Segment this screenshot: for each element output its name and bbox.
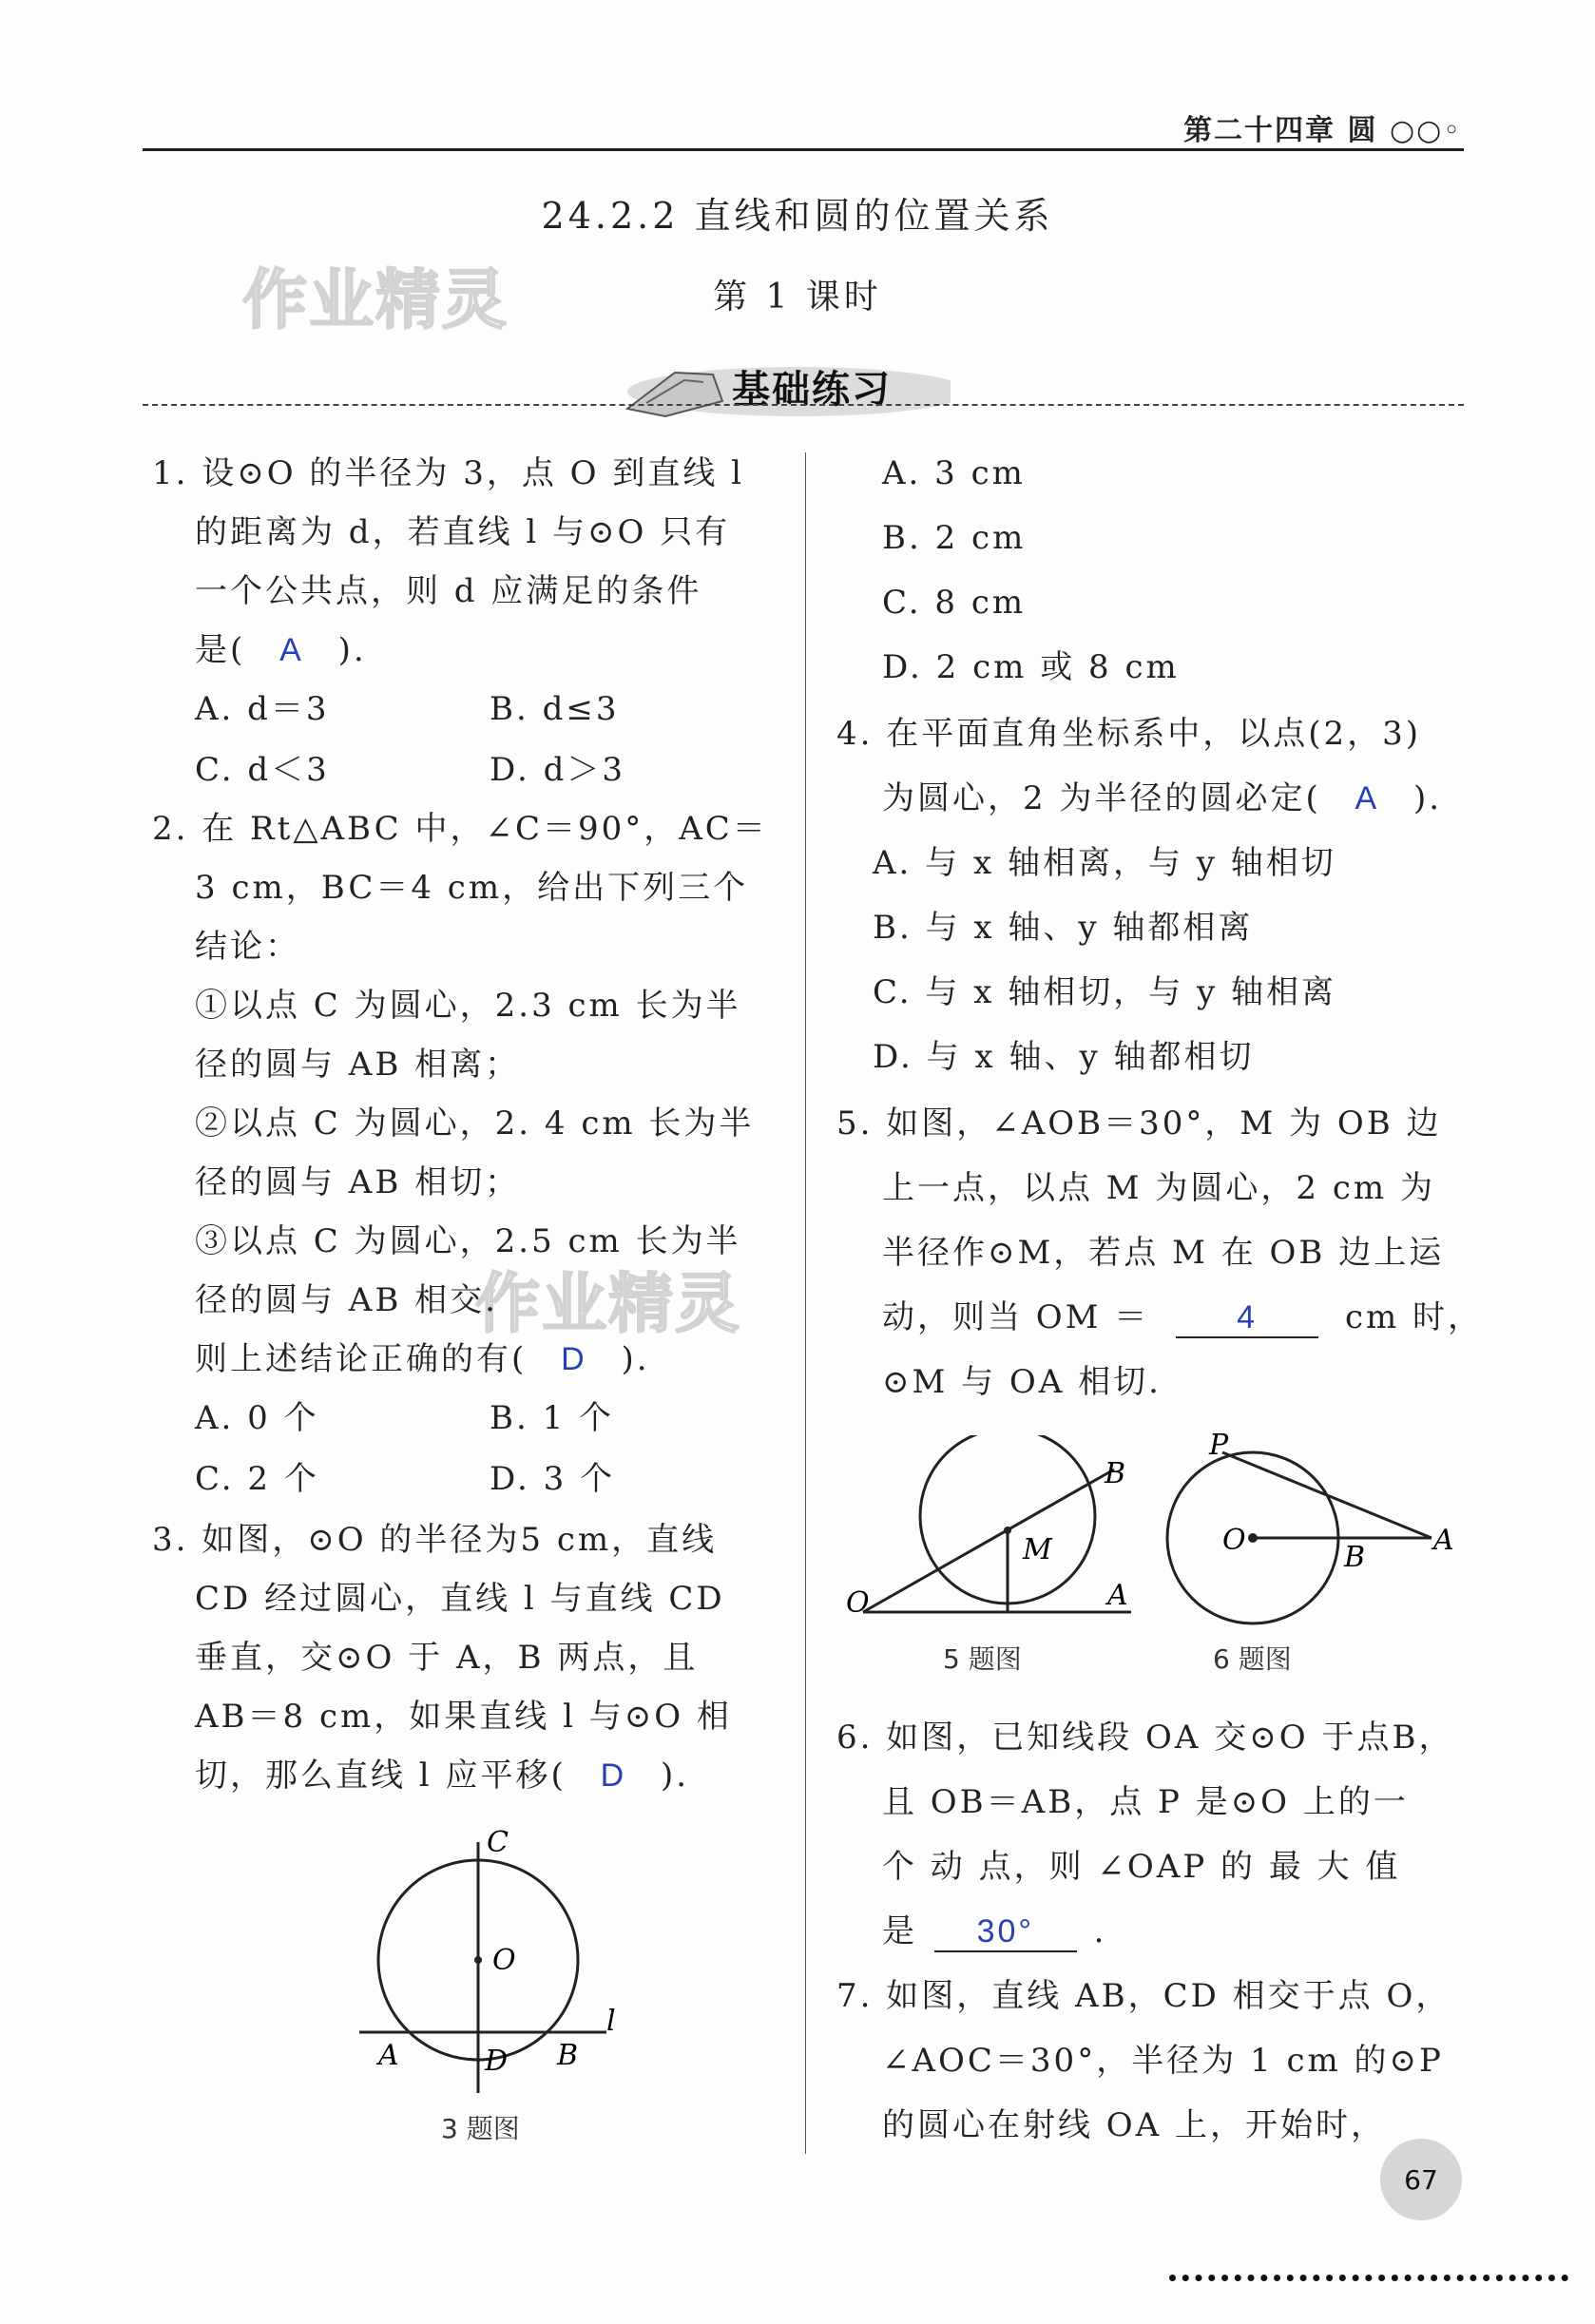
- q1-line: 的距离为 d，若直线 l 与⊙O 只有: [195, 513, 731, 551]
- fig6-label: O: [1222, 1524, 1246, 1557]
- fig5-label: M: [1023, 1533, 1052, 1566]
- q3-answer: D: [600, 1757, 627, 1794]
- section-banner-label: 基础练习: [732, 368, 892, 412]
- q2-line: 结论：: [195, 928, 300, 966]
- q4-line: ).: [1413, 779, 1443, 817]
- watermark: 作业精灵: [475, 1267, 742, 1342]
- q3-line: AB＝8 cm，如果直线 l 与⊙O 相: [195, 1698, 732, 1736]
- footer-dots: [1169, 2275, 1568, 2281]
- q5-line: 动，则当 OM ＝: [882, 1298, 1150, 1336]
- fig3-caption: 3 题图: [441, 2113, 520, 2144]
- fig6-label: P: [1209, 1429, 1229, 1462]
- fig6-label: A: [1433, 1524, 1454, 1557]
- q1-option: D. d＞3: [490, 751, 626, 789]
- fig5-caption: 5 题图: [943, 1643, 1022, 1675]
- q5-line: 半径作⊙M，若点 M 在 OB 边上运: [882, 1234, 1445, 1272]
- q7-line: ∠AOC＝30°，半径为 1 cm 的⊙P: [882, 2042, 1444, 2080]
- q3-option: B. 2 cm: [882, 519, 1027, 557]
- lesson-subtitle: 第 1 课时: [713, 278, 882, 317]
- q1-line: 一个公共点，则 d 应满足的条件: [195, 572, 702, 610]
- chapter-header: 第二十四章 圆 ○○◦: [1183, 114, 1462, 147]
- fig3-label: D: [485, 2045, 509, 2078]
- q1-option: B. d≤3: [490, 690, 620, 728]
- q1-line: 是(: [195, 631, 246, 669]
- fig3-label: O: [492, 1944, 516, 1977]
- fig6-label: B: [1344, 1541, 1366, 1574]
- q2-answer: D: [561, 1341, 587, 1377]
- q4-line: 为圆心，2 为半径的圆必定(: [882, 779, 1321, 817]
- q2-option: D. 3 个: [490, 1460, 616, 1498]
- q2-line: ③以点 C 为圆心，2.5 cm 长为半: [195, 1222, 741, 1260]
- q2-option: A. 0 个: [195, 1399, 319, 1437]
- q2-line: 径的圆与 AB 相交.: [195, 1281, 498, 1319]
- fig3-label: B: [557, 2039, 579, 2072]
- q4-option: A. 与 x 轴相离，与 y 轴相切: [873, 844, 1336, 882]
- q2-line: 径的圆与 AB 相切；: [195, 1163, 521, 1201]
- header-rule: [143, 148, 1464, 151]
- q1-line: 1. 设⊙O 的半径为 3，点 O 到直线 l: [152, 454, 745, 492]
- q6-line: 是: [882, 1912, 917, 1950]
- q6-line: 个 动 点，则 ∠OAP 的 最 大 值: [882, 1848, 1401, 1886]
- q1-answer: A: [279, 632, 304, 668]
- column-divider: [805, 452, 806, 2154]
- q6-line: .: [1093, 1912, 1107, 1950]
- q5-line: 上一点，以点 M 为圆心，2 cm 为: [882, 1169, 1435, 1207]
- q1-line: ).: [337, 631, 367, 669]
- dashed-divider: [143, 404, 1464, 406]
- q2-option: C. 2 个: [195, 1460, 319, 1498]
- q6-line: 6. 如图，已知线段 OA 交⊙O 于点B，: [836, 1719, 1454, 1757]
- q3-line: 3. 如图，⊙O 的半径为5 cm，直线: [152, 1521, 718, 1559]
- q5-answer: 4: [1237, 1299, 1259, 1335]
- q4-option: B. 与 x 轴、y 轴都相离: [873, 909, 1254, 947]
- figure-6: [1150, 1426, 1473, 1635]
- q3-option: A. 3 cm: [882, 454, 1026, 492]
- q2-line: ②以点 C 为圆心，2. 4 cm 长为半: [195, 1104, 755, 1143]
- q3-line: 垂直，交⊙O 于 A，B 两点，且: [195, 1639, 699, 1677]
- q2-line: ①以点 C 为圆心，2.3 cm 长为半: [195, 987, 741, 1025]
- figure-5: [836, 1435, 1150, 1625]
- q1-option: A. d＝3: [195, 690, 330, 728]
- q5-line: cm 时，: [1344, 1298, 1484, 1336]
- q3-line: ).: [660, 1757, 690, 1795]
- fig6-caption: 6 题图: [1213, 1643, 1292, 1675]
- q4-line: 4. 在平面直角坐标系中，以点(2，3): [836, 715, 1422, 753]
- figure-3: [342, 1825, 646, 2110]
- q6-line: 且 OB＝AB，点 P 是⊙O 上的一: [882, 1783, 1409, 1821]
- fig3-label: A: [378, 2039, 399, 2072]
- q2-option: B. 1 个: [490, 1399, 615, 1437]
- page-number: 67: [1380, 2139, 1462, 2220]
- q2-line: 则上述结论正确的有(: [195, 1340, 528, 1378]
- q5-line: ⊙M 与 OA 相切.: [882, 1363, 1162, 1401]
- q2-line: 径的圆与 AB 相离；: [195, 1046, 521, 1084]
- q4-option: C. 与 x 轴相切，与 y 轴相离: [873, 973, 1337, 1011]
- fig5-label: B: [1105, 1457, 1126, 1490]
- q6-answer: 30°: [976, 1913, 1035, 1949]
- q2-line: 3 cm，BC＝4 cm，给出下列三个: [195, 869, 749, 907]
- q3-line: CD 经过圆心，直线 l 与直线 CD: [195, 1580, 725, 1618]
- section-title: 24.2.2 直线和圆的位置关系: [541, 195, 1054, 237]
- fig5-label: O: [846, 1586, 870, 1620]
- fig3-label: l: [606, 2005, 616, 2038]
- watermark: 作业精灵: [242, 263, 509, 338]
- q2-line: ).: [621, 1340, 650, 1378]
- fig5-label: A: [1107, 1579, 1128, 1612]
- q5-line: 5. 如图，∠AOB＝30°，M 为 OB 边: [836, 1104, 1442, 1143]
- q7-line: 7. 如图，直线 AB，CD 相交于点 O，: [836, 1977, 1451, 2015]
- fig3-label: C: [487, 1826, 509, 1859]
- q1-option: C. d＜3: [195, 751, 330, 789]
- q3-option: C. 8 cm: [882, 584, 1027, 622]
- q3-line: 切，那么直线 l 应平移(: [195, 1757, 567, 1795]
- q3-option: D. 2 cm 或 8 cm: [882, 648, 1180, 686]
- q5-answer-blank: [1176, 1298, 1318, 1338]
- q6-answer-blank: [934, 1912, 1077, 1952]
- q4-option: D. 与 x 轴、y 轴都相切: [873, 1038, 1255, 1076]
- q7-line: 的圆心在射线 OA 上，开始时，: [882, 2106, 1387, 2144]
- q2-line: 2. 在 Rt△ABC 中，∠C＝90°，AC＝: [152, 810, 768, 848]
- q4-answer: A: [1355, 780, 1380, 816]
